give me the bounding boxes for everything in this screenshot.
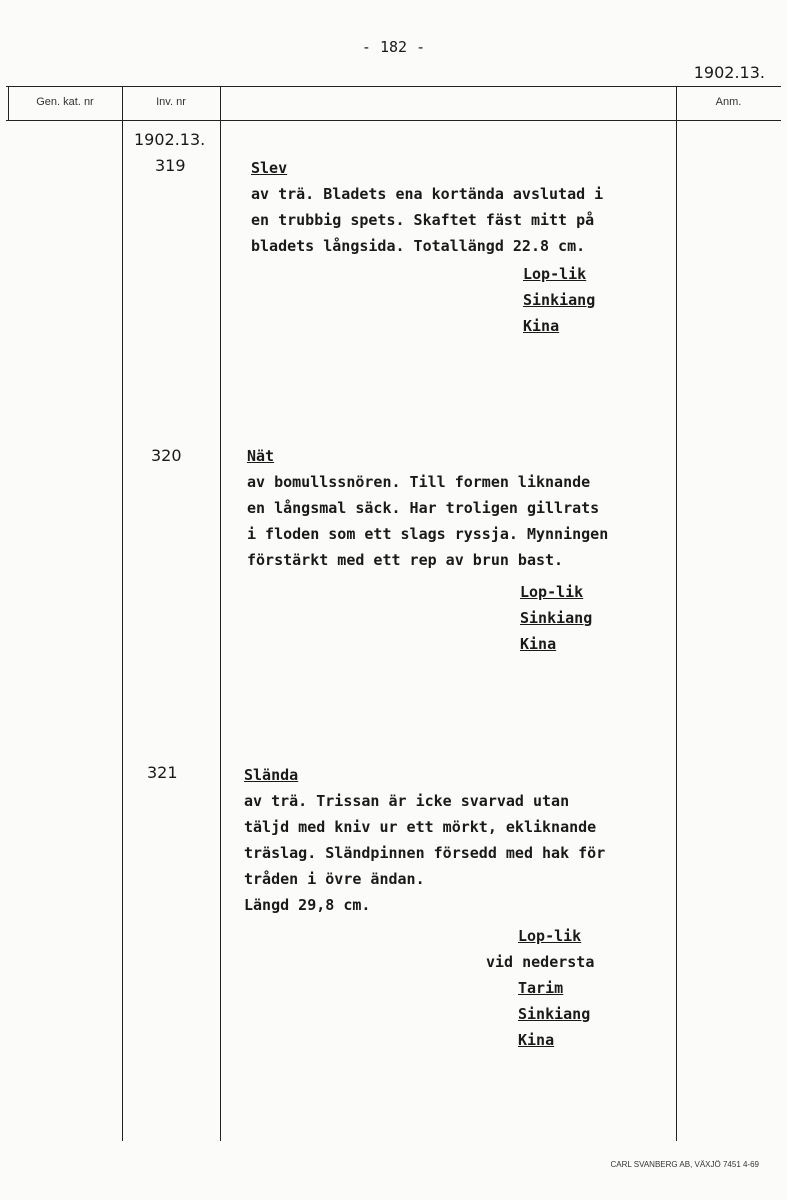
entry-line: tråden i övre ändan.	[244, 870, 425, 888]
location: Tarim	[518, 979, 564, 997]
entry-line: en trubbig spets. Skaftet fäst mitt på	[251, 211, 595, 229]
collection-id: 1902.13.	[693, 63, 765, 82]
inv-number-320: 320	[151, 446, 182, 465]
entry-319	[251, 155, 603, 259]
entry-line: av bomullssnören. Till formen liknande	[247, 473, 591, 491]
entry-line: bladets långsida. Totallängd 22.8 cm.	[251, 237, 586, 255]
printer-mark: CARL SVANBERG AB, VÄXJÖ 7451 4-69	[610, 1160, 759, 1169]
entry-line: förstärkt med ett rep av brun bast.	[247, 551, 564, 569]
entry-title: Nät	[247, 447, 275, 465]
entry-320-locations	[520, 579, 592, 657]
page-number: - 182 -	[361, 38, 426, 56]
inv-number-319: 319	[155, 156, 186, 175]
location: Kina	[523, 317, 560, 335]
location: Lop-lik	[518, 927, 582, 945]
entry-line: av trä. Trissan är icke svarvad utan	[244, 792, 570, 810]
location: Sinkiang	[523, 291, 596, 309]
entry-319-locations	[523, 261, 595, 339]
location: Kina	[518, 1031, 555, 1049]
col-divider-1	[122, 86, 123, 1141]
location: Kina	[520, 635, 557, 653]
location: Lop-lik	[523, 265, 587, 283]
collection-heading: 1902.13.	[134, 130, 206, 149]
inv-number-321: 321	[147, 763, 178, 782]
col-header-anm: Anm.	[715, 96, 742, 108]
entry-title: Slev	[251, 159, 288, 177]
entry-line: Längd 29,8 cm.	[244, 896, 371, 914]
entry-line: träslag. Sländpinnen försedd med hak för	[244, 844, 606, 862]
entry-line: i floden som ett slags ryssja. Mynningen	[247, 525, 609, 543]
entry-title: Slända	[244, 766, 299, 784]
col-divider-3	[676, 86, 677, 1141]
location: Lop-lik	[520, 583, 584, 601]
location: vid nedersta	[486, 953, 595, 971]
entry-321-locations	[486, 923, 594, 1053]
location: Sinkiang	[518, 1005, 591, 1023]
location: Sinkiang	[520, 609, 593, 627]
col-divider-2	[220, 86, 221, 1141]
col-header-inv: Inv. nr	[156, 96, 186, 108]
entry-line: täljd med kniv ur ett mörkt, ekliknande	[244, 818, 597, 836]
entry-line: av trä. Bladets ena kortända avslutad i	[251, 185, 604, 203]
entry-321	[244, 762, 605, 918]
entry-320	[247, 443, 608, 573]
col-header-gen-kat: Gen. kat. nr	[36, 96, 94, 108]
entry-line: en långsmal säck. Har troligen gillrats	[247, 499, 600, 517]
